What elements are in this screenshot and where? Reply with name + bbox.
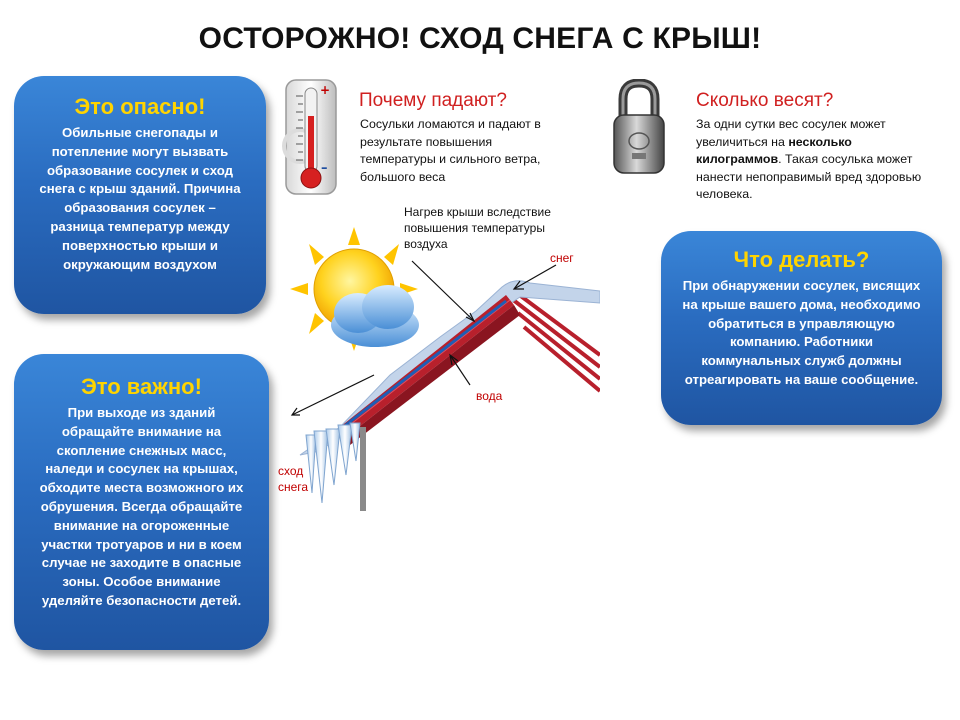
danger-text: Обильные снегопады и потепление могут вызвать образование сосулек и сход снега с крыш зданий. Причина образования сосулек – разница температур между поверхностью крыши и окружающим воздухом (39, 125, 241, 272)
svg-text:+: + (320, 83, 331, 97)
weight-text-before: За одни сутки вес сосулек может увеличиться на (696, 117, 886, 149)
snow-slide-label: сход снега (278, 464, 309, 494)
weight-text (696, 116, 926, 204)
weight-text-bold: несколько килограммов (696, 134, 852, 166)
why-text: Сосульки ломаются и падают в результате повышения температуры и сильного ветра, большого веса (360, 117, 541, 184)
important-card (14, 354, 269, 650)
roof-diagram (280, 225, 600, 515)
weight-heading: Сколько весят? (696, 90, 834, 111)
thermometer-icon (278, 76, 344, 198)
svg-text:–: – (321, 161, 328, 176)
danger-card (14, 76, 266, 314)
why-heading: Почему падают? (359, 90, 507, 111)
important-text: При выходе из зданий обращайте внимание на скопление снежных масс, наледи и сосулек на крышах, обходите места возможного их обрушения. Всегда обращайте внимание на огороженные участки тротуаров и ни в коем случае не заходите в опасные зоны. Особое внимание уделяйте безопасности детей. (39, 405, 244, 608)
kettlebell-weight-icon (610, 79, 668, 177)
danger-heading: Это опасно! (74, 94, 206, 119)
water-label: вода (476, 389, 503, 403)
page-title: ОСТОРОЖНО! СХОД СНЕГА С КРЫШ! (198, 22, 762, 55)
weight-text-after: . Такая сосулька может нанести непоправимый вред здоровью человека. (696, 152, 922, 201)
snow-label: снег (550, 251, 574, 265)
todo-card (661, 231, 942, 425)
todo-heading: Что делать? (733, 247, 870, 272)
important-heading: Это важно! (81, 374, 202, 399)
todo-text: При обнаружении сосулек, висящих на крыше вашего дома, необходимо обратиться в управляющую компанию. Работники коммунальных служб должны отреагировать на ваше сообщение. (682, 278, 921, 387)
heating-label: Нагрев крыши вследствие повышения температуры воздуха (404, 205, 551, 251)
